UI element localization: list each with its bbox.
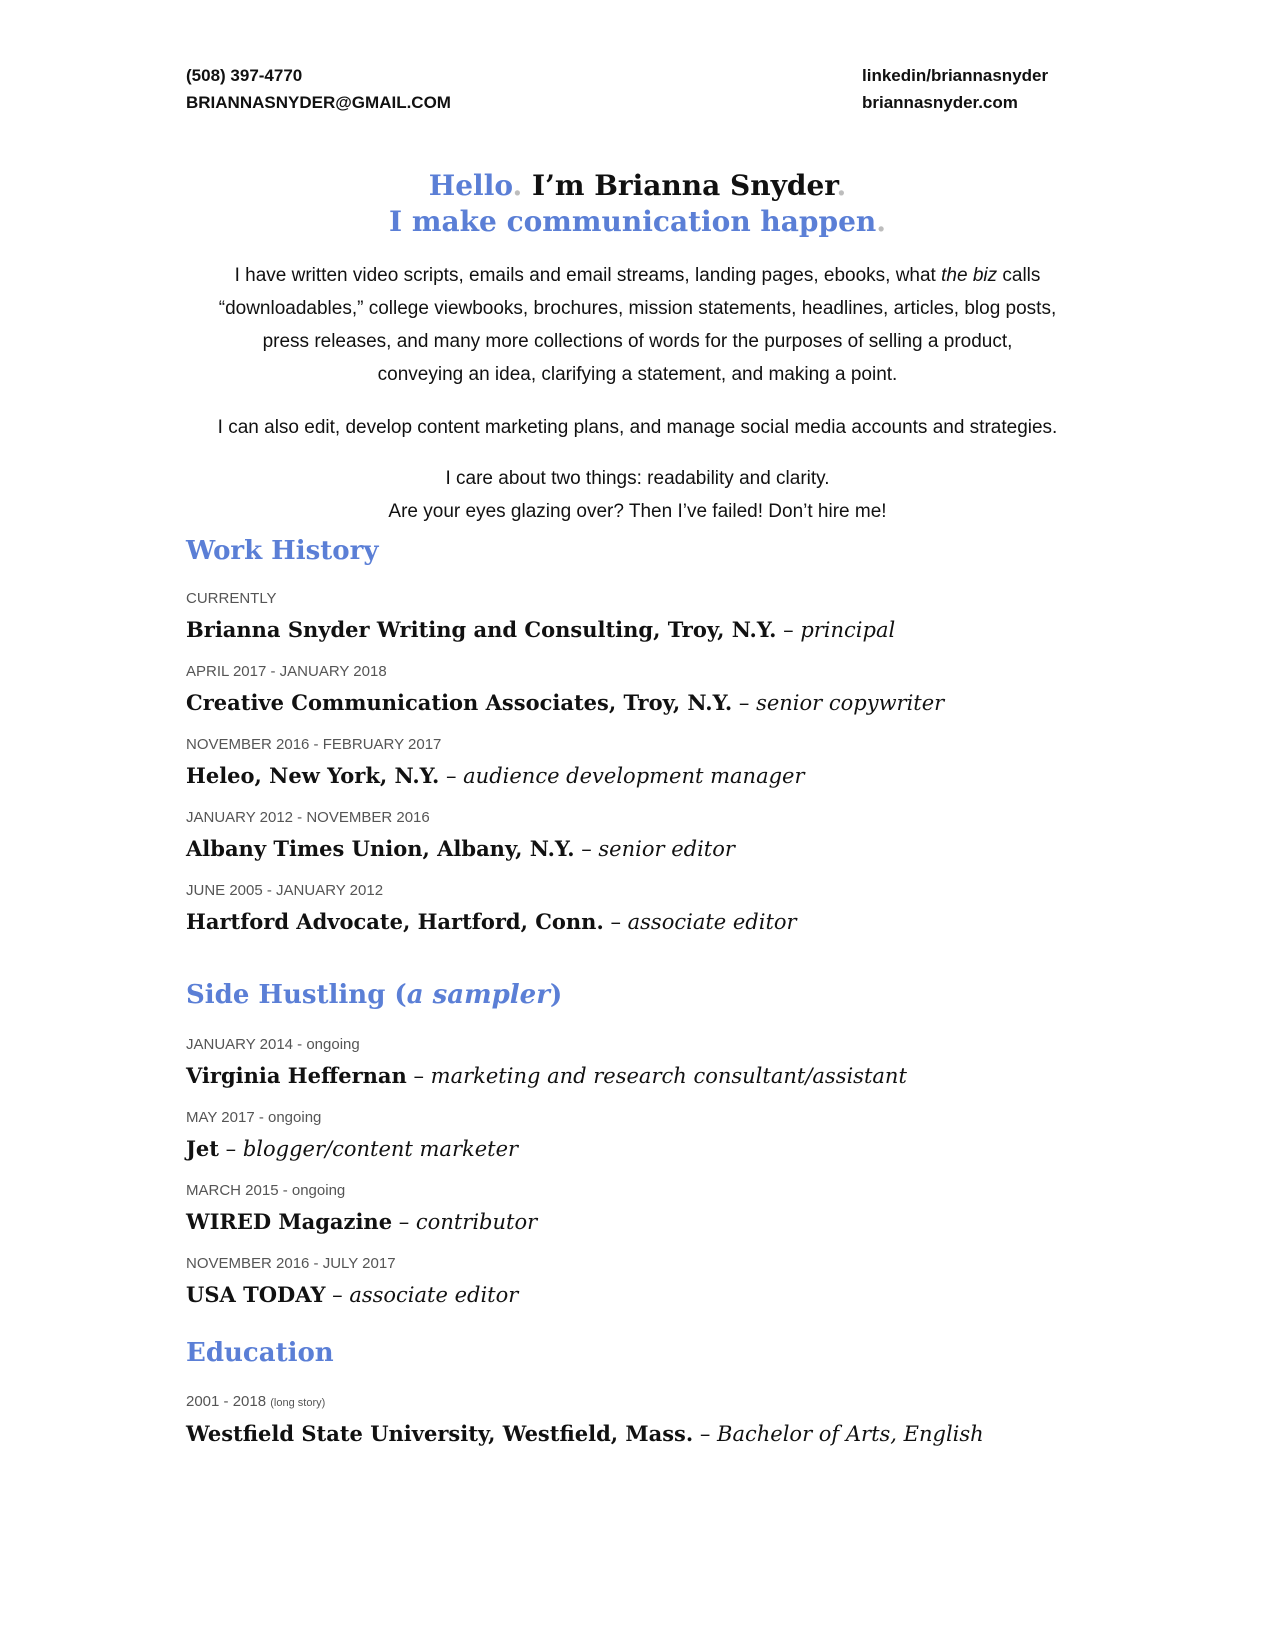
entry-sep: – (439, 764, 464, 788)
intro-p1-text: press releases, and many more collections of words for the purposes of selling a product, (262, 331, 1013, 352)
side-hustling-title: Side Hustling ( (186, 980, 407, 1010)
side-entry (186, 1108, 518, 1164)
entry-sep: – (406, 1064, 431, 1088)
entry-org: Westfield State University, Westfield, Mass. (186, 1421, 694, 1446)
entry-job (186, 1280, 518, 1310)
intro-p3-text: I care about two things: readability and clarity. (445, 468, 830, 489)
entry-job (186, 1134, 518, 1164)
education-entry (186, 1392, 984, 1449)
entry-job (186, 1207, 537, 1237)
hero-hello: Hello (428, 169, 513, 202)
work-entry (186, 589, 895, 645)
intro-p3-text: Are your eyes glazing over? Then I’ve failed! Don’t hire me! (388, 501, 887, 522)
entry-job (186, 615, 895, 645)
entry-date (186, 1392, 984, 1413)
entry-sep: – (732, 691, 757, 715)
entry-job (186, 761, 805, 791)
entry-sep: – (392, 1210, 416, 1234)
entry-org: USA TODAY (186, 1282, 326, 1307)
hero-line-2 (0, 204, 1275, 240)
entry-role: senior editor (598, 837, 735, 861)
intro-paragraph-3 (0, 462, 1275, 528)
side-hustling-title-end: ) (549, 980, 563, 1010)
entry-date: NOVEMBER 2016 - JULY 2017 (186, 1255, 396, 1272)
entry-sep: – (776, 618, 801, 642)
phone-number: (508) 397-4770 (186, 66, 303, 85)
entry-date: JANUARY 2014 - ongoing (186, 1036, 360, 1053)
entry-date: MARCH 2015 - ongoing (186, 1182, 346, 1199)
work-entry (186, 808, 735, 864)
entry-sep: – (325, 1283, 350, 1307)
side-entry (186, 1254, 518, 1310)
entry-role: associate editor (349, 1283, 519, 1307)
entry-org: WIRED Magazine (186, 1209, 393, 1234)
intro-p1-text: conveying an idea, clarifying a statement, and making a point. (377, 364, 898, 385)
entry-date: JANUARY 2012 - NOVEMBER 2016 (186, 809, 430, 826)
intro-p1-text: “downloadables,” college viewbooks, brochures, mission statements, headlines, articles, blog posts, (218, 298, 1057, 319)
entry-role: blogger/content marketer (242, 1137, 519, 1161)
entry-date: NOVEMBER 2016 - FEBRUARY 2017 (186, 736, 442, 753)
education-years: 2001 - 2018 (186, 1393, 267, 1410)
email-address[interactable]: BRIANNASNYDER@GMAIL.COM (186, 93, 451, 112)
entry-date: JUNE 2005 - JANUARY 2012 (186, 882, 384, 899)
hero-dot: . (836, 169, 847, 202)
entry-role: associate editor (627, 910, 797, 934)
hero-line-1 (0, 168, 1275, 204)
work-entry (186, 735, 805, 791)
hero-dot: . (876, 205, 887, 238)
entry-org: Brianna Snyder Writing and Consulting, Troy, N.Y. (186, 617, 777, 642)
intro-p1-text: calls (997, 265, 1041, 286)
hero-heading (0, 168, 1275, 240)
contact-left (186, 62, 451, 116)
hero-tagline: I make communication happen (388, 205, 877, 238)
entry-job (186, 688, 944, 718)
contact-right (862, 62, 1048, 116)
intro (0, 259, 1275, 528)
entry-date: MAY 2017 - ongoing (186, 1109, 322, 1126)
entry-role: Bachelor of Arts, English (717, 1422, 984, 1446)
entry-org: Heleo, New York, N.Y. (186, 763, 440, 788)
entry-role: principal (800, 618, 896, 642)
work-history-heading: Work History (186, 536, 379, 566)
entry-sep: – (219, 1137, 243, 1161)
entry-org: Hartford Advocate, Hartford, Conn. (186, 909, 604, 934)
entry-role: marketing and research consultant/assistant (430, 1064, 907, 1088)
entry-role: audience development manager (463, 764, 805, 788)
entry-org: Virginia Heffernan (186, 1063, 407, 1088)
work-entry (186, 881, 797, 937)
entry-job (186, 1061, 907, 1091)
entry-org: Albany Times Union, Albany, N.Y. (186, 836, 575, 861)
work-entry (186, 662, 944, 718)
linkedin-link[interactable]: linkedin/briannasnyder (862, 66, 1049, 85)
side-hustling-heading (186, 980, 562, 1010)
entry-org: Creative Communication Associates, Troy, N.Y. (186, 690, 733, 715)
entry-date: CURRENTLY (186, 590, 277, 607)
entry-sep: – (574, 837, 599, 861)
entry-role: senior copywriter (756, 691, 945, 715)
entry-org: Jet (186, 1136, 219, 1161)
entry-sep: – (603, 910, 628, 934)
website-link[interactable]: briannasnyder.com (862, 93, 1018, 112)
intro-paragraph-2: I can also edit, develop content marketing plans, and manage social media accounts and strategies. (217, 417, 1058, 438)
entry-sep: – (693, 1422, 718, 1446)
entry-date: APRIL 2017 - JANUARY 2018 (186, 663, 387, 680)
entry-role: contributor (415, 1210, 538, 1234)
side-hustling-title-italic: a sampler (406, 980, 550, 1010)
side-entry (186, 1035, 907, 1091)
intro-paragraph-1 (0, 259, 1275, 391)
hero-dot: . (512, 169, 523, 202)
education-heading: Education (186, 1338, 334, 1368)
entry-job (186, 1419, 984, 1449)
entry-job (186, 907, 797, 937)
side-entry (186, 1181, 537, 1237)
intro-p1-italic: the biz (941, 265, 998, 286)
hero-name: I’m Brianna Snyder (532, 169, 837, 202)
education-note: (long story) (270, 1397, 326, 1409)
intro-p1-text: I have written video scripts, emails and email streams, landing pages, ebooks, what (234, 265, 942, 286)
entry-job (186, 834, 735, 864)
